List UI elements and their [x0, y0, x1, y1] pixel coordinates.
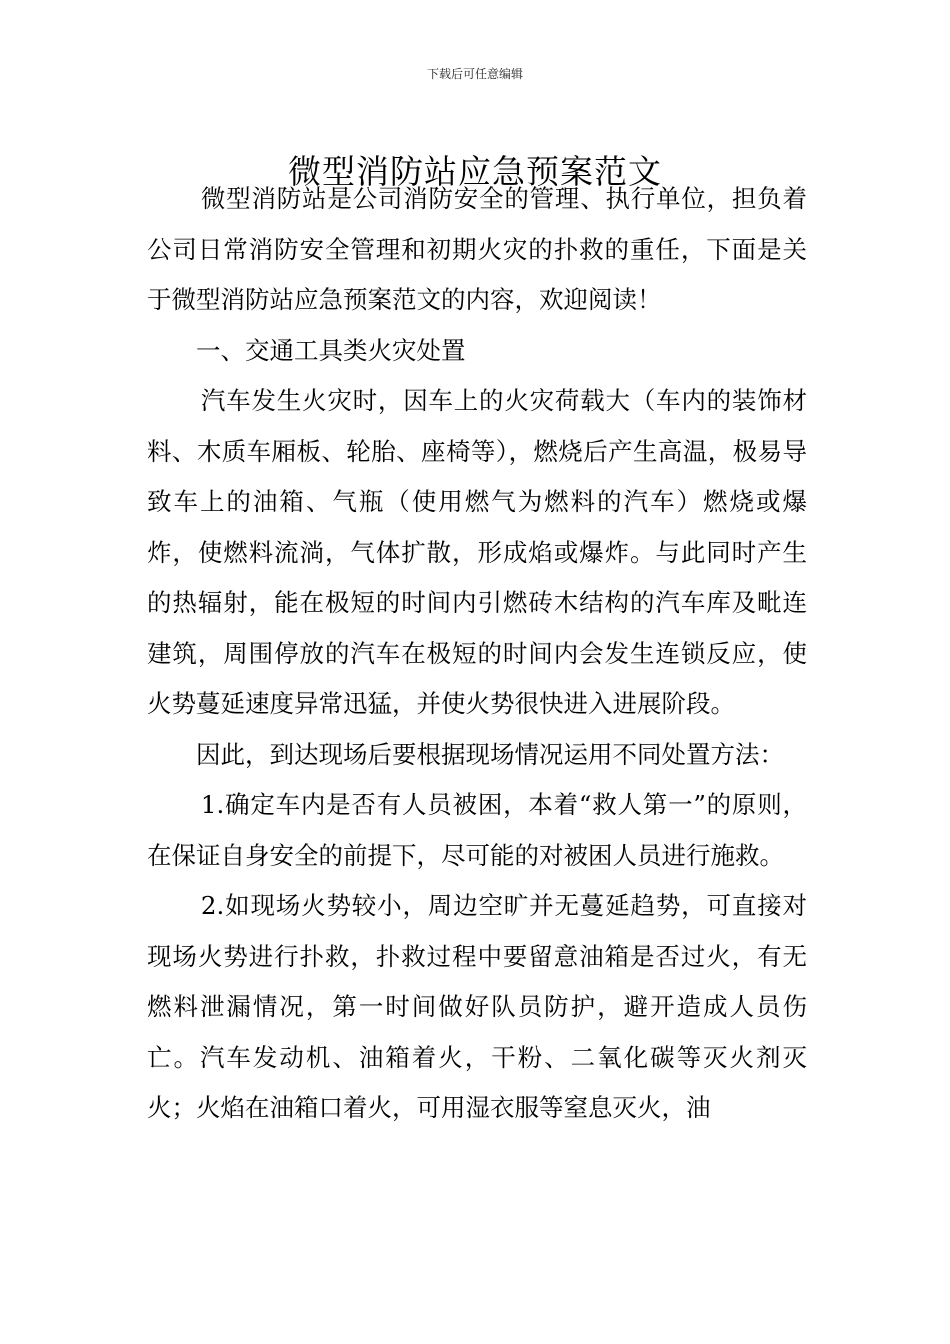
section-heading: 一、交通工具类火灾处置 [196, 335, 466, 365]
document-title: 微型消防站应急预案范文 [288, 152, 662, 192]
paragraph-intro: 微型消防站是公司消防安全的管理、执行单位，担负着公司日常消防安全管理和初期火灾的扑救的重任，下面是关于微型消防站应急预案范文的内容，欢迎阅读！ [147, 184, 807, 314]
paragraph-methods-intro: 因此，到达现场后要根据现场情况运用不同处置方法： [196, 739, 784, 769]
document-body [147, 174, 807, 1134]
header-note: 下载后可任意编辑 [426, 67, 523, 81]
paragraph-vehicle-fire: 汽车发生火灾时，因车上的火灾荷载大（车内的装饰材料、木质车厢板、轮胎、座椅等），燃烧后产生高温，极易导致车上的油箱、气瓶（使用燃气为燃料的汽车）燃烧或爆炸，使燃料流淌，气体扩散，形成焰或爆炸。与此同时产生的热辐射，能在极短的时间内引燃砖木结构的汽车库及毗连建筑，周围停放的汽车在极短的时间内会发生连锁反应，使火势蔓延速度异常迅猛，并使火势很快进入进展阶段。 [147, 386, 807, 718]
paragraph-step-2: 2.如现场火势较小，周边空旷并无蔓延趋势，可直接对现场火势进行扑救，扑救过程中要留意油箱是否过火，有无燃料泄漏情况，第一时间做好队员防护，避开造成人员伤亡。汽车发动机、油箱着火，干粉、二氧化碳等灭火剂灭火；火焰在油箱口着火，可用湿衣服等窒息灭火，油 [147, 891, 807, 1122]
paragraph-step-1: 1.确定车内是否有人员被困，本着“救人第一”的原则，在保证自身安全的前提下，尽可能的对被困人员进行施救。 [147, 790, 807, 870]
